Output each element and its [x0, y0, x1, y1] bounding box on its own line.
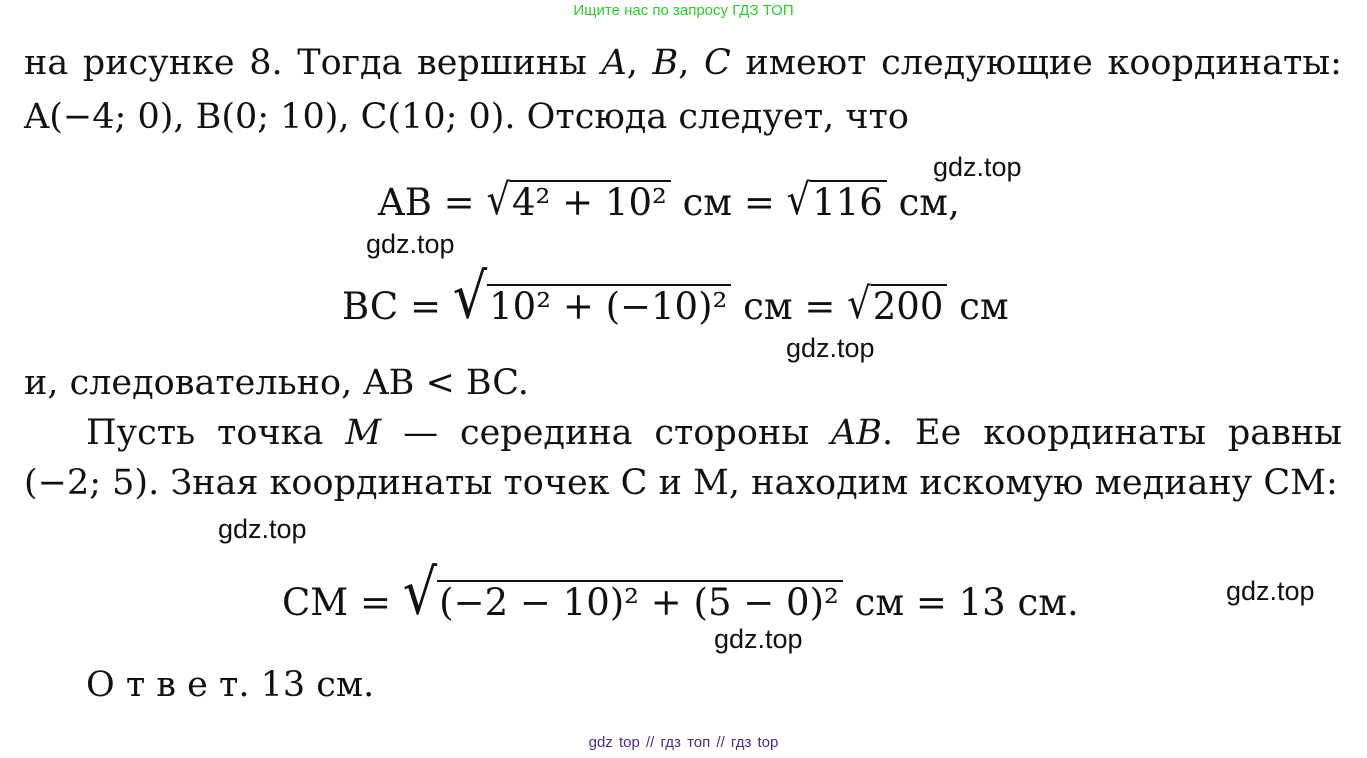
text-line-5: (−2; 5). Зная координаты точек C и M, находим искомую медиану CM: — [24, 463, 1338, 503]
ab-tail: см, — [886, 181, 960, 224]
vertex-c: C — [704, 43, 731, 83]
text-line-1: на рисунке 8. Тогда вершины A, B, C имеют следующие координаты: — [24, 43, 1342, 83]
ab-mid: см = — [670, 181, 787, 224]
sqrt-ab: √4² + 10² — [486, 180, 670, 221]
equation-ab — [378, 175, 960, 225]
top-banner: Ищите нас по запросу ГДЗ ТОП — [573, 2, 794, 19]
vertex-a: A — [601, 43, 627, 83]
watermark: gdz.top — [1226, 576, 1315, 606]
watermark: gdz.top — [218, 514, 307, 544]
sqrt-bc: √10² + (−10)² — [453, 274, 732, 328]
point-m: M — [345, 413, 382, 453]
footer-links[interactable]: gdz top // гдз топ // гдз top — [588, 734, 779, 751]
cm-tail: см = 13 см. — [842, 581, 1079, 624]
vertex-b: B — [652, 43, 679, 83]
text-line-4: Пусть точка M — середина стороны AB. Ее координаты равны — [86, 413, 1343, 453]
line1-tail: имеют следующие координаты: — [745, 43, 1342, 83]
side-ab: AB — [831, 413, 883, 453]
sqrt-200: √200 — [847, 284, 947, 325]
watermark: gdz.top — [366, 229, 455, 259]
answer-line: О т в е т. 13 см. — [86, 665, 375, 705]
bc-mid: см = — [731, 285, 848, 328]
cm-lhs: CM = — [282, 581, 403, 624]
watermark: gdz.top — [714, 624, 803, 654]
line1-text: на рисунке 8. Тогда вершины — [24, 43, 587, 83]
sqrt-116: √116 — [787, 180, 887, 221]
watermark: gdz.top — [933, 152, 1022, 182]
bc-tail: см — [947, 285, 1009, 328]
equation-bc — [342, 260, 1009, 333]
line4-b: — середина стороны — [403, 413, 810, 453]
equation-cm — [282, 556, 1079, 629]
sqrt-cm: √(−2 − 10)² + (5 − 0)² — [403, 570, 843, 624]
line4-a: Пусть точка — [86, 413, 324, 453]
text-line-2: A(−4; 0), B(0; 10), C(10; 0). Отсюда следует, что — [24, 97, 909, 137]
bc-lhs: BC = — [342, 285, 453, 328]
ab-lhs: AB = — [378, 181, 487, 224]
text-line-3: и, следовательно, AB < BC. — [24, 363, 529, 403]
watermark: gdz.top — [786, 333, 875, 363]
